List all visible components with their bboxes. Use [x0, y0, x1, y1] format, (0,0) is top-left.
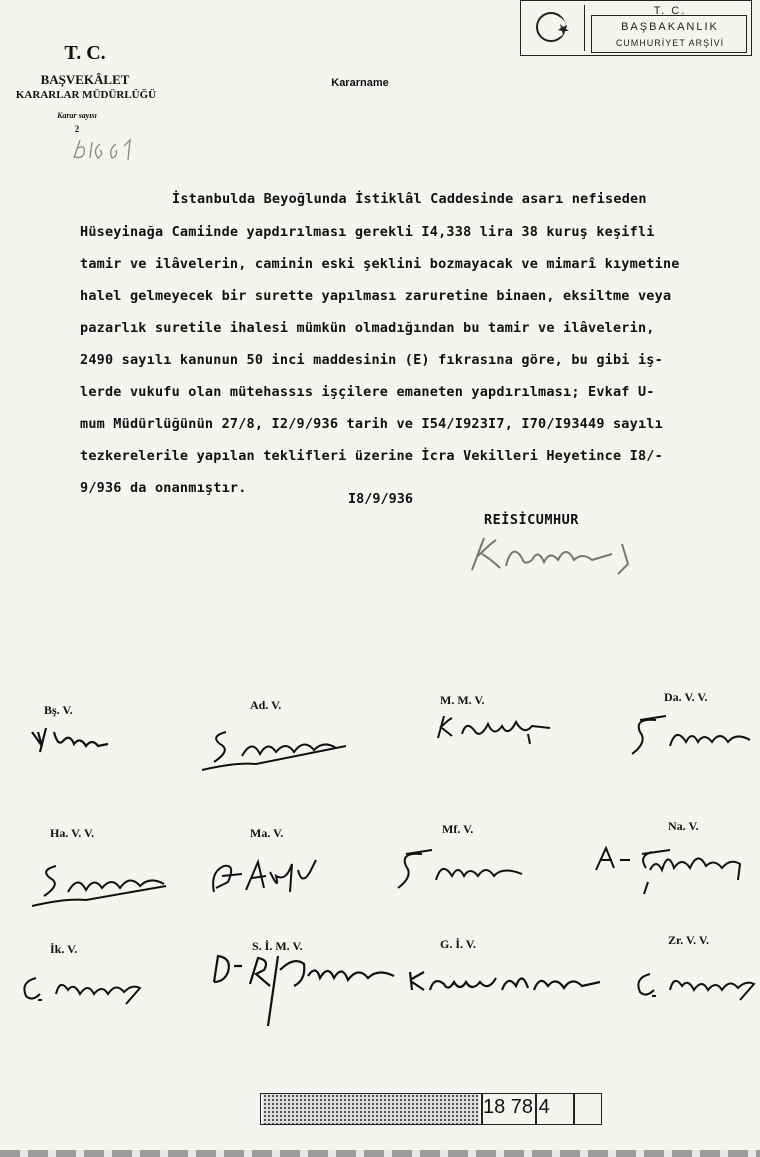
archive-reference-numbers: 18 78 4	[483, 1096, 550, 1118]
signature	[392, 846, 532, 900]
president-label: REİSİCUMHUR	[484, 512, 579, 528]
signature	[432, 710, 562, 754]
body-line: 2490 sayılı kanunun 50 inci maddesinin (E) fıkrasına göre, bu gibi iş-	[80, 352, 663, 368]
minister-label: Ma. V.	[250, 826, 284, 840]
stamp-line-3: CUMHURİYET ARŞİVİ	[615, 38, 725, 48]
minister-label: Ha. V. V.	[50, 826, 95, 840]
signature	[196, 722, 356, 786]
minister-label: Ad. V.	[250, 698, 282, 712]
archive-stamp	[520, 0, 752, 56]
signature	[16, 964, 146, 1018]
signature	[208, 946, 408, 1040]
body-line: halel gelmeyecek bir surette yapılması zaruretine binaen, eksiltme veya	[80, 288, 672, 304]
decision-number-label: Karar sayısı	[57, 111, 97, 120]
signature	[28, 722, 118, 766]
signature	[206, 852, 326, 906]
decision-number: 2	[74, 124, 80, 134]
minister-label: Mf. V.	[442, 822, 474, 836]
body-line: pazarlık suretile ihalesi mümkün olmadığından bu tamir ve ilâvelerin,	[80, 320, 655, 336]
minister-label: İk. V.	[50, 942, 78, 956]
signature	[26, 856, 176, 920]
body-line: lerde vukufu olan mütehassıs işçilere emaneten yapdırılması; Evkaf U-	[80, 384, 655, 400]
stamp-line-1: T. C.	[653, 5, 687, 17]
letterhead-ministry: BAŞVEKÂLET	[40, 72, 130, 87]
minister-label: Na. V.	[668, 819, 699, 833]
document-type: Kararname	[331, 77, 389, 89]
body-line: 9/936 da onanmıştır.	[80, 480, 247, 496]
minister-label: G. İ. V.	[440, 937, 476, 951]
scan-edge	[0, 1150, 760, 1157]
archive-code	[263, 1094, 479, 1124]
signature	[630, 960, 760, 1014]
minister-label: M. M. V.	[440, 693, 485, 707]
minister-label: S. İ. M. V.	[252, 939, 303, 953]
archive-reference-stamp	[260, 1093, 602, 1125]
body-line: İstanbulda Beyoğlunda İstiklâl Caddesinde asarı nefiseden	[172, 191, 647, 207]
minister-label: Bş. V.	[44, 703, 73, 717]
body-line: tezkerelerile yapılan teklifleri üzerine İcra Vekilleri Heyetince I8/-	[80, 448, 663, 464]
signature	[626, 712, 756, 766]
crescent-star-seal-icon	[527, 5, 585, 51]
letterhead-tc: T. C.	[64, 42, 106, 64]
body-line: mum Müdürlüğünün 27/8, I2/9/936 tarih ve I54/I923I7, I70/I93449 sayılı	[80, 416, 663, 432]
signature	[590, 840, 750, 904]
letterhead-office: KARARLAR MÜDÜRLÜĞÜ	[15, 89, 157, 101]
body-line: tamir ve ilâvelerin, caminin eski şeklini bozmayacak ve mimarî kıymetine	[80, 256, 680, 272]
handwritten-number	[70, 134, 150, 168]
decision-date: I8/9/936	[348, 491, 414, 507]
body-line: Hüseyinağa Camiinde yapdırılması gerekli I4,338 lira 38 kuruş keşifli	[80, 224, 655, 240]
minister-label: Da. V. V.	[664, 690, 708, 704]
president-signature	[462, 530, 642, 584]
stamp-line-2: BAŞBAKANLIK	[621, 21, 719, 33]
minister-label: Zr. V. V.	[668, 933, 710, 947]
signature	[404, 962, 604, 1006]
